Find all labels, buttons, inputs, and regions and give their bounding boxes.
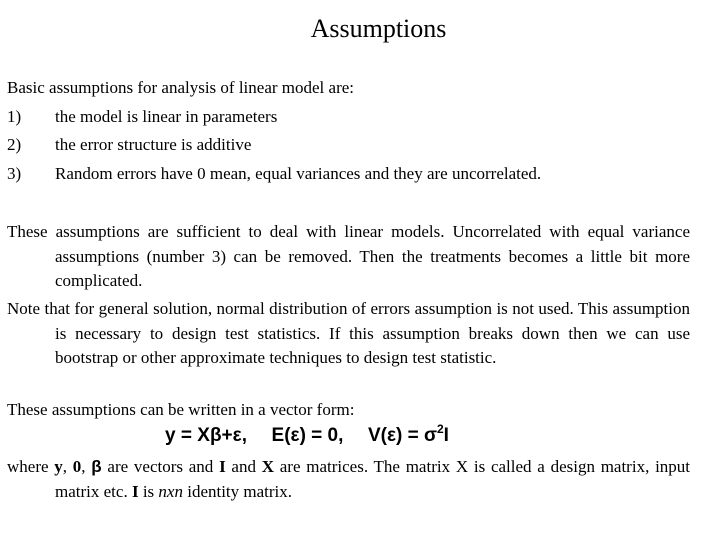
formula-sigma: σ bbox=[423, 425, 437, 446]
text-span: are vectors and bbox=[101, 457, 220, 476]
paragraph-normality-note: Note that for general solution, normal distribution of errors assumption is not used. This assumption is necessary to design test statistics. If this assumption breaks down then we can use bootstrap or other approximate techniques to design test statistic. bbox=[7, 299, 690, 367]
assumptions-formula bbox=[165, 422, 449, 447]
intro-text: Basic assumptions for analysis of linear model are: bbox=[7, 78, 354, 97]
bold-zero: 0 bbox=[72, 457, 82, 476]
list-text: Random errors have 0 mean, equal variances and they are uncorrelated. bbox=[55, 163, 542, 183]
formula-comma: , bbox=[241, 425, 247, 446]
text-span: , bbox=[81, 457, 92, 476]
paragraph-definitions bbox=[7, 455, 690, 504]
formula-variance-equals: = bbox=[402, 425, 424, 446]
list-text: the model is linear in parameters bbox=[55, 106, 278, 126]
text-span: and bbox=[225, 457, 262, 476]
formula-y: y bbox=[165, 425, 176, 446]
formula-epsilon: ε bbox=[232, 425, 242, 446]
list-text: the error structure is additive bbox=[55, 135, 252, 154]
italic-nxn: nxn bbox=[158, 481, 183, 501]
text-span: , bbox=[62, 457, 73, 476]
text-span: are matrices. The matrix X is called a design matrix, input matrix etc. bbox=[55, 457, 691, 501]
list-item bbox=[7, 131, 690, 160]
bold-i: I bbox=[219, 457, 226, 476]
list-number: 3) bbox=[7, 163, 22, 183]
formula-variance: V bbox=[367, 425, 381, 446]
bold-i: I bbox=[131, 481, 139, 501]
paragraph-vector-form: These assumptions can be written in a vector form: bbox=[7, 400, 355, 419]
list-item bbox=[7, 160, 690, 189]
formula-identity: I bbox=[443, 425, 449, 446]
formula-expectation-arg: (ε) bbox=[284, 425, 306, 446]
list-item bbox=[7, 103, 690, 132]
text-span: identity matrix. bbox=[182, 481, 293, 501]
bold-y: y bbox=[54, 457, 63, 476]
list-number: 1) bbox=[7, 106, 22, 126]
formula-equals: = bbox=[180, 425, 192, 446]
bold-x: X bbox=[261, 457, 275, 476]
formula-expectation: E bbox=[271, 425, 285, 446]
paragraph-sufficiency: These assumptions are sufficient to deal with linear models. Uncorrelated with equal variance assumptions (number 3) can be removed. Then the treatments becomes a little bit more complicated. bbox=[7, 222, 690, 290]
formula-expectation-rhs: = 0, bbox=[305, 425, 344, 446]
list-number: 2) bbox=[7, 135, 22, 154]
slide-title: Assumptions bbox=[310, 14, 447, 43]
text-span: where bbox=[7, 457, 55, 476]
bold-beta: β bbox=[91, 457, 102, 476]
formula-exponent: 2 bbox=[436, 422, 444, 436]
assumptions-list-block bbox=[7, 74, 690, 188]
formula-variance-arg: (ε) bbox=[380, 425, 403, 446]
text-span: is bbox=[138, 481, 159, 501]
formula-plus: + bbox=[221, 425, 233, 446]
formula-x: X bbox=[197, 425, 210, 446]
formula-beta: β bbox=[209, 425, 222, 446]
